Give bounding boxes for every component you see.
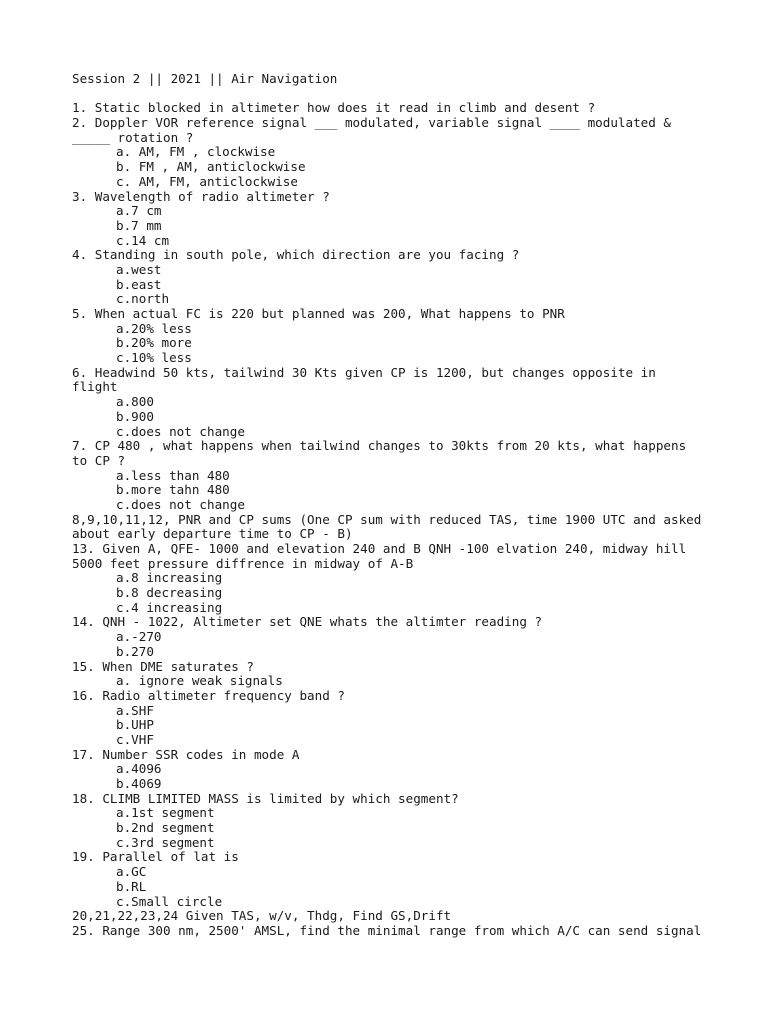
question-line: 25. Range 300 nm, 2500' AMSL, find the minimal range from which A/C can send signal xyxy=(72,922,702,938)
document-title: Session 2 || 2021 || Air Navigation xyxy=(72,71,338,86)
answer-option: a.-270 xyxy=(116,629,162,645)
answer-option: a.7 cm xyxy=(116,203,162,219)
question-line: 19. Parallel of lat is xyxy=(72,849,239,865)
answer-option: a.8 increasing xyxy=(116,570,223,586)
answer-option: c.VHF xyxy=(116,731,154,747)
answer-option: a.20% less xyxy=(116,320,192,336)
question-line: 17. Number SSR codes in mode A xyxy=(72,746,300,762)
answer-option: b.east xyxy=(116,276,162,292)
answer-option: a.800 xyxy=(116,394,154,410)
answer-option: c.10% less xyxy=(116,350,192,366)
question-line: 8,9,10,11,12, PNR and CP sums (One CP sum with reduced TAS, time 1900 UTC and asked xyxy=(72,511,702,527)
answer-option: a.1st segment xyxy=(116,805,215,821)
answer-option: a.west xyxy=(116,261,162,277)
answer-option: a.4096 xyxy=(116,761,162,777)
answer-option: c.north xyxy=(116,291,170,307)
answer-option: b.2nd segment xyxy=(116,820,215,836)
question-line: flight xyxy=(72,379,118,395)
answer-option: b. FM , AM, anticlockwise xyxy=(116,159,306,175)
question-line: 4. Standing in south pole, which direction are you facing ? xyxy=(72,247,520,263)
question-list xyxy=(72,101,712,938)
answer-option: b.7 mm xyxy=(116,217,162,233)
answer-option: c.Small circle xyxy=(116,893,223,909)
answer-option: b.270 xyxy=(116,643,154,659)
question-line: 6. Headwind 50 kts, tailwind 30 Kts given CP is 1200, but changes opposite in xyxy=(72,364,656,380)
question-line: 5000 feet pressure diffrence in midway of A-B xyxy=(72,555,414,571)
answer-option: b.20% more xyxy=(116,335,192,351)
answer-option: c.3rd segment xyxy=(116,834,215,850)
question-line: 15. When DME saturates ? xyxy=(72,658,254,674)
answer-option: c.4 increasing xyxy=(116,599,223,615)
question-line: about early departure time to CP - B) xyxy=(72,526,353,542)
question-line: 5. When actual FC is 220 but planned was 200, What happens to PNR xyxy=(72,306,565,321)
answer-option: b.RL xyxy=(116,878,147,894)
question-line: to CP ? xyxy=(72,452,126,468)
question-line: 3. Wavelength of radio altimeter ? xyxy=(72,188,330,204)
answer-option: b.8 decreasing xyxy=(116,585,223,601)
answer-option: c.14 cm xyxy=(116,232,170,248)
question-line: 14. QNH - 1022, Altimeter set QNE whats the altimter reading ? xyxy=(72,614,543,630)
answer-option: c.does not change xyxy=(116,496,245,512)
answer-option: a.SHF xyxy=(116,702,154,718)
answer-option: b.900 xyxy=(116,408,154,424)
document-page xyxy=(72,72,712,939)
question-line: 18. CLIMB LIMITED MASS is limited by which segment? xyxy=(72,790,459,806)
answer-option: a. AM, FM , clockwise xyxy=(116,144,276,160)
answer-option: a.GC xyxy=(116,864,147,880)
question-line: 20,21,22,23,24 Given TAS, w/v, Thdg, Find GS,Drift xyxy=(72,908,452,924)
question-line: _____ rotation ? xyxy=(72,129,194,145)
answer-option: c. AM, FM, anticlockwise xyxy=(116,173,298,189)
question-line: 13. Given A, QFE- 1000 and elevation 240 and B QNH -100 elvation 240, midway hill xyxy=(72,541,687,556)
answer-option: b.UHP xyxy=(116,717,154,733)
question-line: 1. Static blocked in altimeter how does it read in climb and desent ? xyxy=(72,100,596,116)
answer-option: b.4069 xyxy=(116,776,162,791)
answer-option: a.less than 480 xyxy=(116,467,230,483)
question-line: 16. Radio altimeter frequency band ? xyxy=(72,687,345,703)
answer-option: c.does not change xyxy=(116,423,245,439)
question-line: 2. Doppler VOR reference signal ___ modulated, variable signal ____ modulated & xyxy=(72,115,671,131)
question-line: 7. CP 480 , what happens when tailwind changes to 30kts from 20 kts, what happens xyxy=(72,438,687,454)
answer-option: b.more tahn 480 xyxy=(116,482,230,498)
answer-option: a. ignore weak signals xyxy=(116,673,283,689)
